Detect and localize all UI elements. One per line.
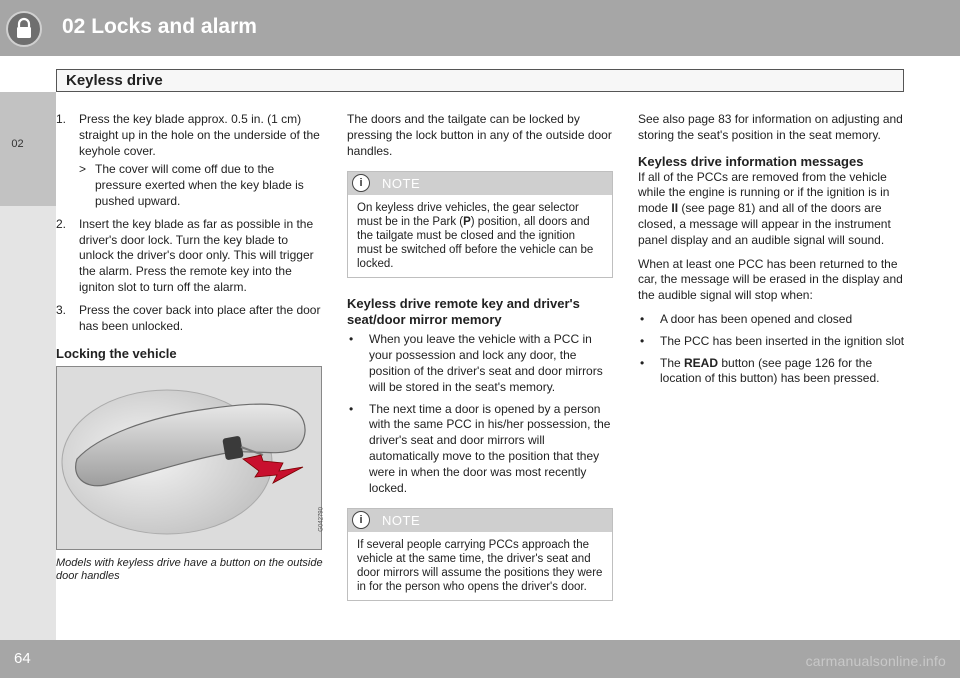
info-messages-para: If all of the PCCs are removed from the vehicle while the engine is running or if the ignition is in mode II (see page 81) and all of the doors are closed, a message will appear in the instrument panel display and an audible signal will sound. — [638, 169, 891, 247]
column-1 — [56, 112, 324, 583]
bullet-text: The PCC has been inserted in the ignition slot — [660, 333, 905, 348]
seat-memory-ref: See also page 83 for information on adjusting and storing the seat's position in the seat memory. — [638, 112, 903, 142]
note-body: On keyless drive vehicles, the gear selector must be in the Park (P) position, all doors and the tailgate must be closed and the ignition must be switched off before the vehicle can be locked. — [357, 202, 594, 271]
chapter-title: 02 Locks and alarm — [62, 15, 257, 38]
note-header — [348, 509, 612, 532]
step-item — [56, 112, 324, 159]
locking-heading: Locking the vehicle — [56, 346, 177, 362]
watermark: carmanualsonline.info — [805, 653, 946, 669]
bullet-dot: • — [640, 333, 645, 348]
bullet-text: The READ button (see page 126 for the location of this button) has been pressed. — [660, 355, 880, 386]
note-body: If several people carrying PCCs approach the vehicle at the same time, the driver's seat and door mirrors will assume the positions they were in for the person who opens the driver's door. — [357, 539, 603, 594]
bullet-item — [638, 356, 906, 388]
lock-intro: The doors and the tailgate can be locked by pressing the lock button in any of the outside door handles. — [347, 112, 612, 158]
bullet-dot: • — [349, 332, 354, 347]
bullet-item — [638, 334, 906, 350]
info-icon: i — [352, 174, 370, 192]
step-text: Insert the key blade as far as possible in the driver's door lock. Turn the key blade to unlock the driver's door only. This will trigger the alarm. Press the remote key into the igniton slot to turn off the alarm. — [79, 216, 314, 294]
step-number: 1. — [56, 112, 67, 126]
result-text: The cover will come off due to the pressure exerted when the key blade is pushed upward. — [95, 162, 304, 208]
chapter-tab-label: 02 — [11, 138, 24, 150]
step-text: Press the cover back into place after the door has been unlocked. — [79, 302, 321, 333]
info-messages-heading: Keyless drive information messages — [638, 153, 864, 169]
bullet-dot: • — [349, 401, 354, 416]
memory-heading: Keyless drive remote key and driver's seat/door mirror memory — [347, 296, 580, 328]
pcc-returned-para: When at least one PCC has been returned to the car, the message will be erased in the display and the audible signal will stop when: — [638, 256, 903, 303]
bullet-text: A door has been opened and closed — [660, 311, 853, 326]
chapter-tab — [0, 92, 56, 206]
bullet-item — [638, 312, 906, 328]
footer-bar — [0, 640, 960, 678]
section-title: Keyless drive — [66, 72, 163, 89]
info-icon: i — [352, 511, 370, 529]
column-2 — [347, 112, 613, 613]
step-number: 2. — [56, 216, 67, 231]
figure-caption: Models with keyless drive have a button on the outside door handles — [56, 557, 323, 583]
door-handle-illustration — [56, 366, 325, 550]
step-number: 3. — [56, 302, 67, 317]
note-title: NOTE — [382, 513, 421, 529]
column-3 — [638, 112, 906, 393]
step-item — [56, 217, 324, 296]
page-number: 64 — [14, 650, 31, 667]
bullet-dot: • — [640, 355, 645, 370]
step-result — [56, 162, 324, 209]
result-arrow: > — [79, 162, 87, 177]
step-item — [56, 303, 324, 335]
note-box — [347, 508, 613, 601]
header-bar — [0, 0, 960, 56]
lock-icon — [6, 11, 42, 47]
bullet-dot: • — [640, 311, 645, 326]
bullet-text: The next time a door is opened by a person with the same PCC in his/her possession, the driver's seat and door mirrors will automatically move to the position that they were in when the door was most recently locked. — [369, 401, 611, 495]
note-box — [347, 171, 613, 278]
bullet-text: When you leave the vehicle with a PCC in your possession and lock any door, the position of the driver's seat and door mirrors will be stored in the seat's memory. — [369, 332, 603, 394]
figure-code: G042790 — [319, 507, 325, 533]
section-header — [56, 69, 904, 92]
note-header — [348, 172, 612, 195]
step-text: Press the key blade approx. 0.5 in. (1 cm) straight up in the hole on the underside of the keyhole cover. — [79, 112, 320, 158]
note-title: NOTE — [382, 176, 421, 192]
side-strip — [0, 206, 56, 640]
bullet-item — [347, 332, 613, 395]
bullet-item — [347, 402, 613, 497]
